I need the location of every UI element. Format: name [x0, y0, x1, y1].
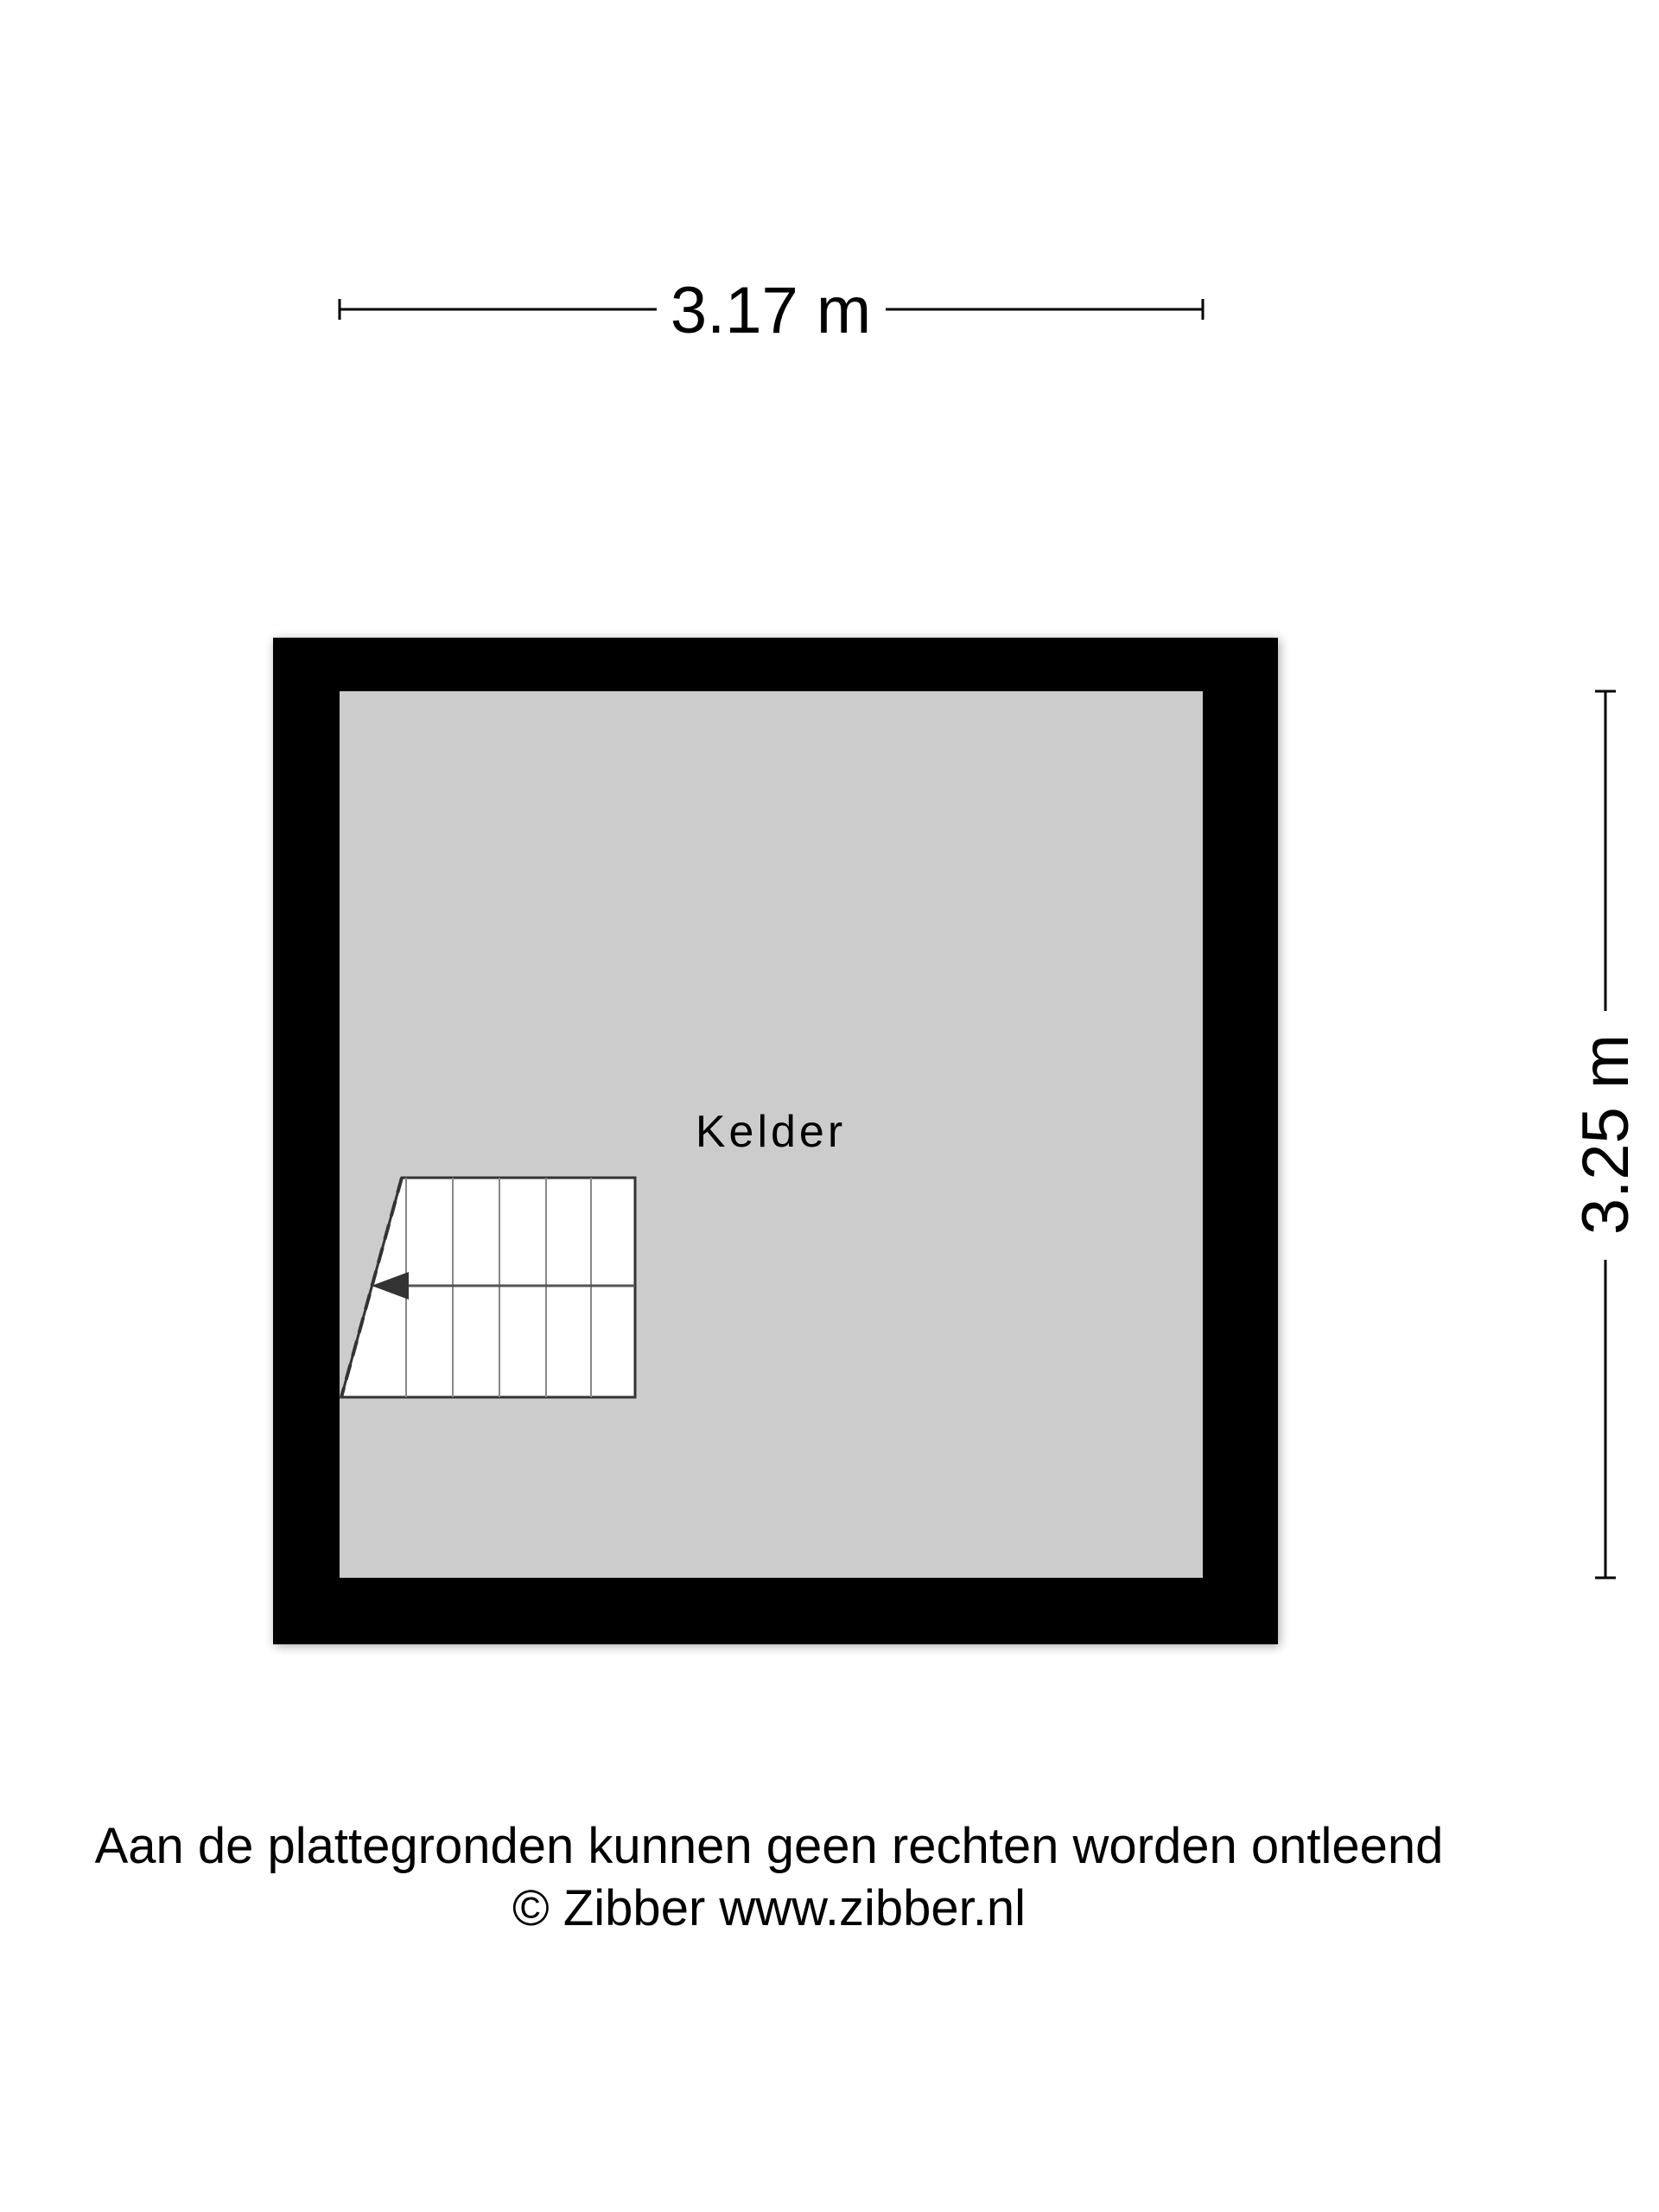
- disclaimer-text: Aan de plattegronden kunnen geen rechten worden ontleend: [94, 1818, 1444, 1874]
- height-dimension-label: 3.25 m: [1569, 1033, 1643, 1236]
- width-dimension-label: 3.17 m: [670, 274, 872, 347]
- height-dimension: [1569, 691, 1643, 1578]
- width-dimension: [340, 274, 1203, 347]
- copyright-text: © Zibber www.zibber.nl: [512, 1880, 1026, 1936]
- room-label: Kelder: [695, 1107, 847, 1157]
